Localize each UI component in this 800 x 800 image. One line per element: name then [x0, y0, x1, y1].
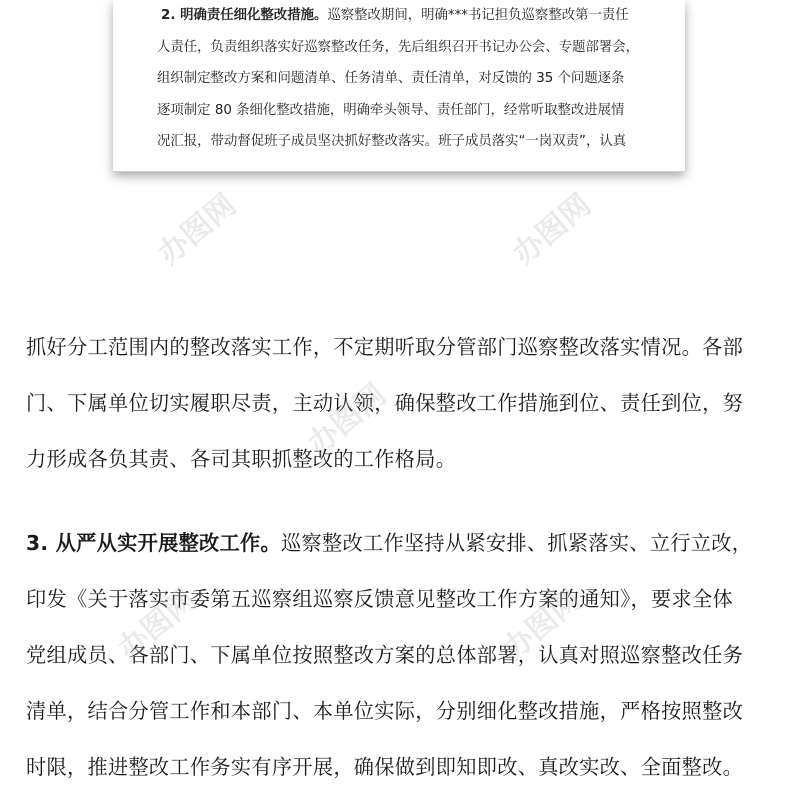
- preview-line-1: [157, 0, 647, 32]
- paragraph-2-line-1: [26, 515, 778, 571]
- paragraph-1-line-3: 力形成各负其责、各司其职抓整改的工作格局。: [26, 447, 457, 471]
- preview-line-3: 组织制定整改方案和问题清单、任务清单、责任清单，对反馈的 35 个问题逐条: [157, 71, 625, 86]
- paragraph-2-line-5: 时限，推进整改工作务实有序开展，确保做到即知即改、真改实改、全面整改。: [26, 755, 744, 779]
- watermark: 办图网: [496, 582, 588, 668]
- paragraph-2: [26, 515, 778, 795]
- preview-line-4: 逐项制定 80 条细化整改措施，明确牵头领导、责任部门，经常听取整改进展情: [157, 102, 625, 118]
- paragraph-2-first-line-text: 巡察整改工作坚持从紧安排、抓紧落实、立行立改，: [281, 531, 753, 555]
- paragraph-2-line-4: 清单，结合分管工作和本部门、本单位实际，分别细化整改措施，严格按照整改: [26, 699, 744, 723]
- watermark: 办图网: [111, 582, 203, 668]
- preview-line-5: 况汇报，带动督促班子成员坚决抓好整改落实。班子成员落实“一岗双责”，认真: [157, 134, 627, 149]
- preview-line-2: 人责任，负责组织落实好巡察整改任务，先后组织召开书记办公会、专题部署会，: [157, 39, 640, 55]
- watermark: 办图网: [301, 377, 393, 463]
- paragraph-1-line-2: 门、下属单位切实履职尽责，主动认领，确保整改工作措施到位、责任到位，努: [26, 391, 744, 415]
- paragraph-2-line-2: 印发《关于落实市委第五巡察组巡察反馈意见整改工作方案的通知》，要求全体: [26, 587, 733, 611]
- paragraph-2-heading: 3. 从严从实开展整改工作。: [26, 531, 282, 555]
- preview-line-text: 巡察整改期间，明确***书记担负巡察整改第一责任: [327, 8, 629, 23]
- preview-text-block: [157, 0, 647, 158]
- watermark: 办图网: [506, 187, 598, 273]
- preview-heading: 2. 明确责任细化整改措施。: [161, 8, 328, 23]
- paragraph-1-line-1: 抓好分工范围内的整改落实工作，不定期听取分管部门巡察整改落实情况。各部: [26, 335, 744, 359]
- paragraph-1: [26, 319, 778, 487]
- watermark: 办图网: [151, 187, 243, 273]
- paragraph-2-line-3: 党组成员、各部门、下属单位按照整改方案的总体部署，认真对照巡察整改任务: [26, 643, 744, 667]
- document-preview-card: [113, 0, 685, 172]
